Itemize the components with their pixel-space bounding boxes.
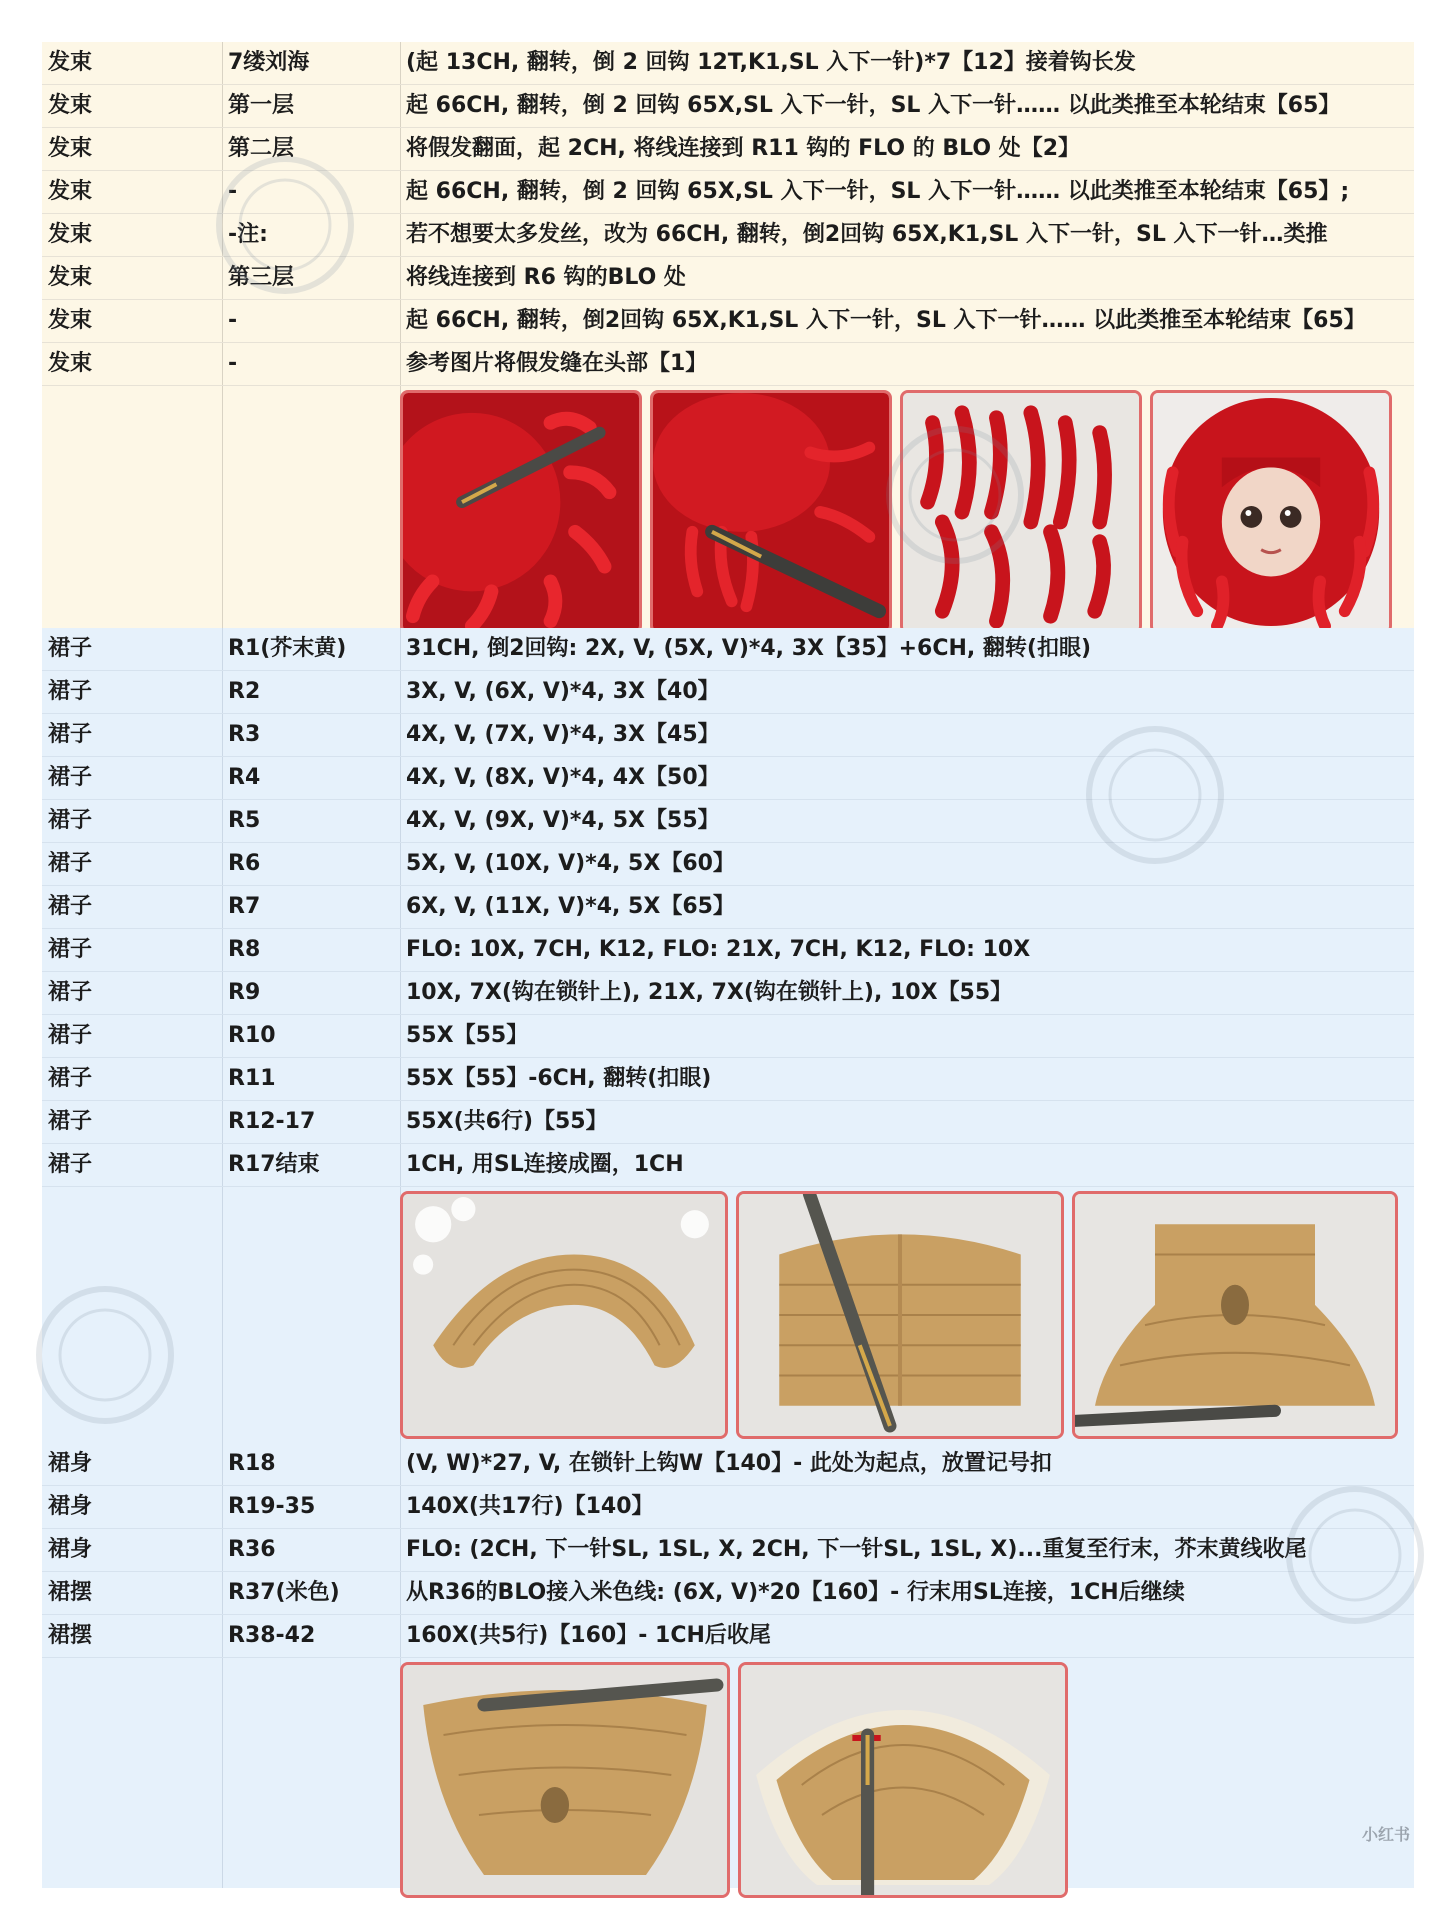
table-row xyxy=(42,128,1414,171)
instruction-cell: 将线连接到 R6 钩的BLO 处 xyxy=(406,265,686,290)
table-row xyxy=(42,1572,1414,1615)
round-cell: R5 xyxy=(228,808,261,833)
table-row xyxy=(42,343,1414,386)
skirt-photo-5 xyxy=(738,1662,1068,1898)
hair-rows xyxy=(42,42,1414,386)
round-cell: R4 xyxy=(228,765,261,790)
skirt-photo-1 xyxy=(400,1191,728,1439)
table-row xyxy=(42,800,1414,843)
table-row xyxy=(42,843,1414,886)
instruction-cell: 160X(共5行)【160】- 1CH后收尾 xyxy=(406,1623,771,1648)
watermark-logo: 小红书 xyxy=(1361,1825,1410,1844)
part-cell: 裙子 xyxy=(48,808,93,833)
part-cell: 裙子 xyxy=(48,1152,93,1177)
part-cell: 裙身 xyxy=(48,1494,93,1519)
part-cell: 裙子 xyxy=(48,679,93,704)
instruction-cell: 55X【55】 xyxy=(406,1023,529,1048)
table-row xyxy=(42,1101,1414,1144)
instruction-cell: 31CH, 倒2回钩: 2X, V, (5X, V)*4, 3X【35】+6CH, 翻转(扣眼) xyxy=(406,636,1092,661)
table-row xyxy=(42,757,1414,800)
hair-photo-3 xyxy=(900,390,1142,634)
part-cell: 裙子 xyxy=(48,1066,93,1091)
instruction-cell: 参考图片将假发缝在头部【1】 xyxy=(406,351,708,376)
part-cell: 发束 xyxy=(48,351,93,376)
round-cell: - xyxy=(228,351,238,376)
table-row xyxy=(42,85,1414,128)
hair-photo-1 xyxy=(400,390,642,634)
round-cell: R2 xyxy=(228,679,261,704)
table-row xyxy=(42,1144,1414,1187)
part-cell: 发束 xyxy=(48,93,93,118)
part-cell: 发束 xyxy=(48,265,93,290)
instruction-cell: 4X, V, (9X, V)*4, 5X【55】 xyxy=(406,808,720,833)
instruction-cell: 55X(共6行)【55】 xyxy=(406,1109,608,1134)
skirt-photo-3 xyxy=(1072,1191,1398,1439)
instruction-cell: FLO: 10X, 7CH, K12, FLO: 21X, 7CH, K12, FLO: 10X xyxy=(406,937,1031,962)
part-cell: 裙子 xyxy=(48,894,93,919)
part-cell: 发束 xyxy=(48,179,93,204)
round-cell: -注: xyxy=(228,222,268,247)
round-cell: R10 xyxy=(228,1023,276,1048)
part-cell: 裙子 xyxy=(48,851,93,876)
table-row xyxy=(42,714,1414,757)
round-cell: R17结束 xyxy=(228,1152,320,1177)
table-row xyxy=(42,972,1414,1015)
part-cell: 发束 xyxy=(48,308,93,333)
instruction-cell: 4X, V, (8X, V)*4, 4X【50】 xyxy=(406,765,720,790)
table-row xyxy=(42,1443,1414,1486)
table-row xyxy=(42,300,1414,343)
table-row xyxy=(42,257,1414,300)
round-cell: R12-17 xyxy=(228,1109,316,1134)
part-cell: 裙子 xyxy=(48,1109,93,1134)
part-cell: 裙摆 xyxy=(48,1580,93,1605)
pattern-sheet xyxy=(42,42,1414,1888)
skirt-photo-4 xyxy=(400,1662,730,1898)
round-cell: 第二层 xyxy=(228,136,295,161)
round-cell: R18 xyxy=(228,1451,276,1476)
instruction-cell: 10X, 7X(钩在锁针上), 21X, 7X(钩在锁针上), 10X【55】 xyxy=(406,980,1013,1005)
instruction-cell: 6X, V, (11X, V)*4, 5X【65】 xyxy=(406,894,735,919)
round-cell: 第三层 xyxy=(228,265,295,290)
table-row xyxy=(42,628,1414,671)
round-cell: R8 xyxy=(228,937,261,962)
instruction-cell: (V, W)*27, V, 在锁针上钩W【140】- 此处为起点，放置记号扣 xyxy=(406,1451,1052,1476)
table-row xyxy=(42,886,1414,929)
hair-photo-2 xyxy=(650,390,892,634)
table-row xyxy=(42,929,1414,972)
part-cell: 裙子 xyxy=(48,937,93,962)
part-cell: 发束 xyxy=(48,136,93,161)
part-cell: 裙子 xyxy=(48,1023,93,1048)
hair-photos xyxy=(42,386,1414,636)
instruction-cell: FLO: (2CH, 下一针SL, 1SL, X, 2CH, 下一针SL, 1SL, X)...重复至行末，芥末黄线收尾 xyxy=(406,1537,1307,1562)
part-cell: 裙子 xyxy=(48,765,93,790)
part-cell: 裙子 xyxy=(48,636,93,661)
table-row xyxy=(42,1486,1414,1529)
instruction-cell: 55X【55】-6CH, 翻转(扣眼) xyxy=(406,1066,712,1091)
skirt-photos-1 xyxy=(42,1187,1414,1443)
skirt-photos-2 xyxy=(42,1658,1414,1902)
table-row xyxy=(42,171,1414,214)
round-cell: R36 xyxy=(228,1537,276,1562)
round-cell: R19-35 xyxy=(228,1494,316,1519)
round-cell: R37(米色) xyxy=(228,1580,340,1605)
round-cell: R11 xyxy=(228,1066,276,1091)
part-cell: 裙摆 xyxy=(48,1623,93,1648)
round-cell: R9 xyxy=(228,980,261,1005)
instruction-cell: 1CH, 用SL连接成圈，1CH xyxy=(406,1152,684,1177)
round-cell: - xyxy=(228,308,238,333)
part-cell: 裙子 xyxy=(48,722,93,747)
part-cell: 裙身 xyxy=(48,1451,93,1476)
instruction-cell: 5X, V, (10X, V)*4, 5X【60】 xyxy=(406,851,735,876)
round-cell: - xyxy=(228,179,238,204)
table-row xyxy=(42,1529,1414,1572)
instruction-cell: 起 66CH, 翻转，倒2回钩 65X,K1,SL 入下一针，SL 入下一针…… 以此类推至本轮结束【65】 xyxy=(406,308,1366,333)
instruction-cell: 3X, V, (6X, V)*4, 3X【40】 xyxy=(406,679,720,704)
instruction-cell: 140X(共17行)【140】 xyxy=(406,1494,654,1519)
part-cell: 发束 xyxy=(48,50,93,75)
round-cell: 第一层 xyxy=(228,93,295,118)
hair-photo-4 xyxy=(1150,390,1392,634)
round-cell: R7 xyxy=(228,894,261,919)
round-cell: R1(芥末黄) xyxy=(228,636,347,661)
table-row xyxy=(42,42,1414,85)
part-cell: 裙子 xyxy=(48,980,93,1005)
round-cell: R3 xyxy=(228,722,261,747)
instruction-cell: 起 66CH, 翻转，倒 2 回钩 65X,SL 入下一针，SL 入下一针…… 以此类推至本轮结束【65】 xyxy=(406,93,1341,118)
instruction-cell: 若不想要太多发丝，改为 66CH, 翻转，倒2回钩 65X,K1,SL 入下一针，SL 入下一针…类推 xyxy=(406,222,1328,247)
skirt-rows-2 xyxy=(42,1443,1414,1658)
round-cell: R38-42 xyxy=(228,1623,316,1648)
table-row xyxy=(42,1615,1414,1658)
table-row xyxy=(42,671,1414,714)
skirt-photo-2 xyxy=(736,1191,1064,1439)
round-cell: 7缕刘海 xyxy=(228,50,310,75)
skirt-rows xyxy=(42,628,1414,1187)
table-row xyxy=(42,214,1414,257)
instruction-cell: (起 13CH, 翻转，倒 2 回钩 12T,K1,SL 入下一针)*7【12】接着钩长发 xyxy=(406,50,1136,75)
instruction-cell: 从R36的BLO接入米色线: (6X, V)*20【160】- 行末用SL连接，1CH后继续 xyxy=(406,1580,1185,1605)
instruction-cell: 将假发翻面，起 2CH, 将线连接到 R11 钩的 FLO 的 BLO 处【2】 xyxy=(406,136,1081,161)
instruction-cell: 4X, V, (7X, V)*4, 3X【45】 xyxy=(406,722,720,747)
skirt-section xyxy=(42,628,1414,1888)
round-cell: R6 xyxy=(228,851,261,876)
instruction-cell: 起 66CH, 翻转，倒 2 回钩 65X,SL 入下一针，SL 入下一针…… 以此类推至本轮结束【65】; xyxy=(406,179,1350,204)
table-row xyxy=(42,1058,1414,1101)
hair-section xyxy=(42,42,1414,628)
part-cell: 发束 xyxy=(48,222,93,247)
part-cell: 裙身 xyxy=(48,1537,93,1562)
table-row xyxy=(42,1015,1414,1058)
